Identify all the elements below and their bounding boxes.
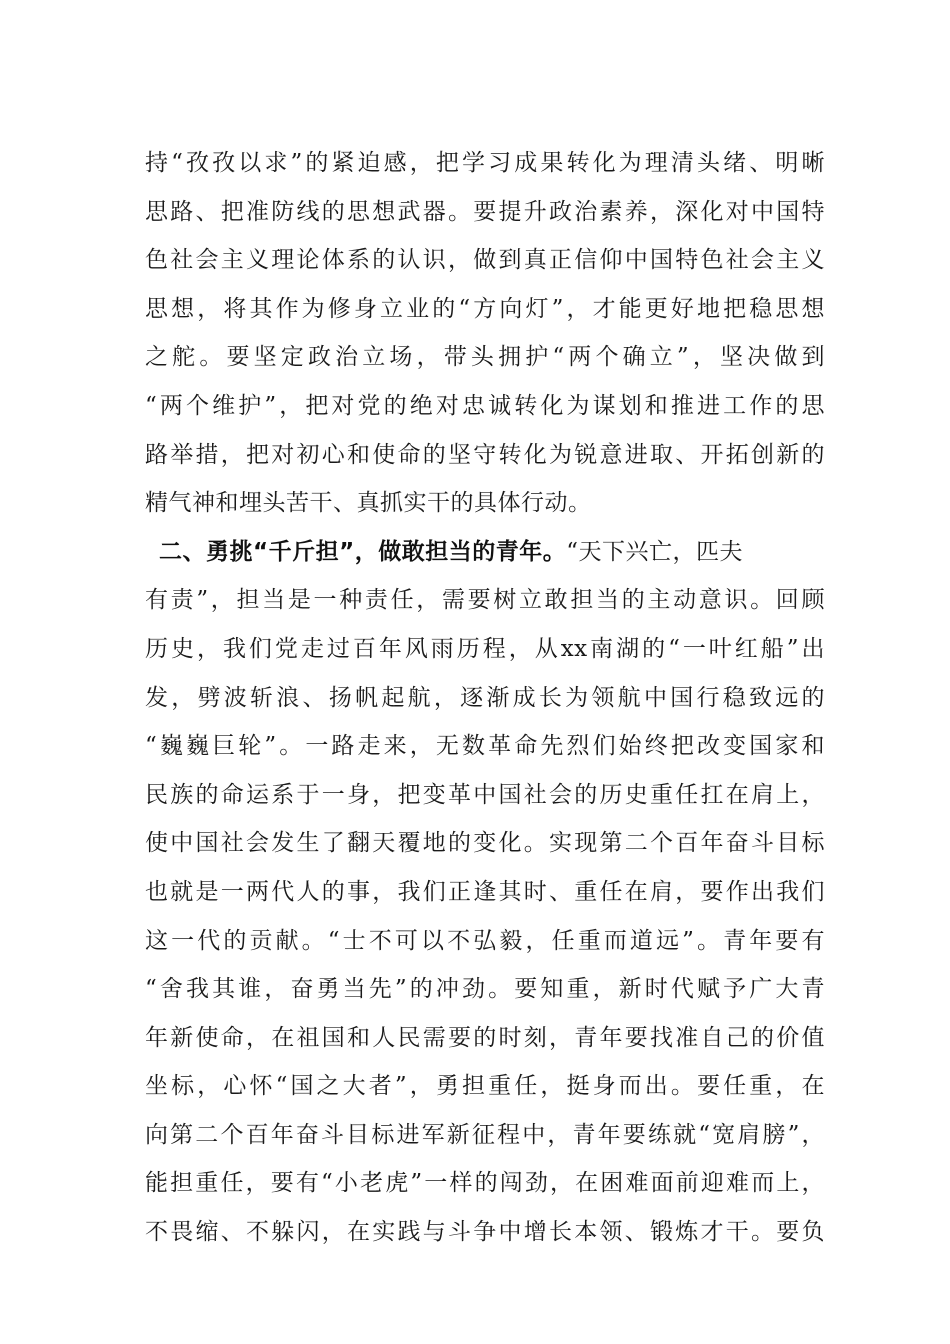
section-heading-line: [145, 528, 825, 577]
text-line: “两个维护”，把对党的绝对忠诚转化为谋划和推进工作的思: [145, 392, 825, 419]
text-line: 使中国社会发生了翻天覆地的变化。实现第二个百年奋斗目标: [145, 830, 825, 857]
text-line: 坐标，心怀“国之大者”，勇担重任，挺身而出。要任重，在: [145, 1073, 825, 1100]
heading-line-continuation: “天下兴亡，匹夫: [566, 538, 743, 565]
text-line: 也就是一两代人的事，我们正逢其时、重任在肩，要作出我们: [145, 878, 825, 905]
text-line: 发，劈波斩浪、扬帆起航，逐渐成长为领航中国行稳致远的: [145, 684, 825, 711]
text-line: 有责”，担当是一种责任，需要树立敢担当的主动意识。回顾: [145, 587, 825, 614]
text-line: “巍巍巨轮”。一路走来，无数革命先烈们始终把改变国家和: [145, 733, 825, 760]
text-line: 路举措，把对初心和使命的坚守转化为锐意进取、开拓创新的: [145, 441, 825, 468]
body-text: [145, 139, 825, 1257]
text-line: 年新使命，在祖国和人民需要的时刻，青年要找准自己的价值: [145, 1024, 825, 1051]
text-line: 色社会主义理论体系的认识，做到真正信仰中国特色社会主义: [145, 247, 825, 274]
text-line: 之舵。要坚定政治立场，带头拥护“两个确立”，坚决做到: [145, 344, 825, 371]
text-line: 不畏缩、不躲闪，在实践与斗争中增长本领、锻炼才干。要负: [145, 1219, 825, 1246]
text-line: 民族的命运系于一身，把变革中国社会的历史重任扛在肩上，: [145, 781, 825, 808]
text-line: 向第二个百年奋斗目标进军新征程中，青年要练就“宽肩膀”，: [145, 1121, 825, 1148]
text-line: 持“孜孜以求”的紧迫感，把学习成果转化为理清头绪、明晰: [145, 150, 825, 176]
text-line: 历史，我们党走过百年风雨历程，从xx南湖的“一叶红船”出: [145, 635, 825, 662]
text-line: 精气神和埋头苦干、真抓实干的具体行动。: [145, 490, 592, 517]
text-line: 能担重任，要有“小老虎”一样的闯劲，在困难面前迎难而上，: [145, 1170, 825, 1197]
text-line: “舍我其谁，奋勇当先”的冲劲。要知重，新时代赋予广大青: [145, 976, 825, 1003]
text-line: 思想，将其作为修身立业的“方向灯”，才能更好地把稳思想: [145, 295, 825, 322]
text-line: 这一代的贡献。“士不可以不弘毅，任重而道远”。青年要有: [145, 927, 825, 954]
section-heading: 二、勇挑“千斤担”，做敢担当的青年。: [159, 538, 567, 565]
text-line: 思路、把准防线的思想武器。要提升政治素养，深化对中国特: [145, 198, 825, 225]
